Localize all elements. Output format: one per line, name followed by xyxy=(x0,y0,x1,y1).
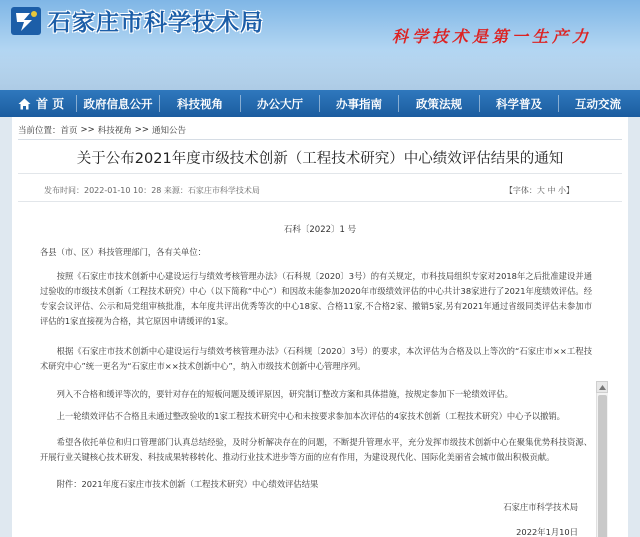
nav-service-guide[interactable]: 办事指南 xyxy=(336,96,382,111)
paragraph-1: 按照《石家庄市技术创新中心建设运行与绩效考核管理办法》（石科规〔2020〕3号）的有关规定，市科技局组织专家对2018年之后批准建设并通过验收的市级技术创新（工程技术研究）中心（以下简称“中心”）和因故未能参加2020年市级绩效评估的中心共计38家进行了2021年度绩效评估。经专家会议评估、公示和局党组审核批准，本年度共评出优秀等次的中心18家、合格11家,不合格2家、撤销5家,另有2021年通过省级同类评估未参加市评估的1家直接视为合格，其它原因申请缓评的1家。 xyxy=(40,271,592,326)
font-size-label: 【字体： xyxy=(504,186,537,195)
attachment-line[interactable]: 附件：2021年度石家庄市技术创新（工程技术研究）中心绩效评估结果 xyxy=(56,479,319,489)
signature-date: 2022年1月10日 xyxy=(516,527,578,537)
nav-interaction[interactable]: 互动交流 xyxy=(575,96,621,111)
site-title: 石家庄市科学技术局 xyxy=(48,10,264,36)
nav-policy[interactable]: 政策法规 xyxy=(416,96,462,111)
scroll-up-arrow-icon[interactable] xyxy=(596,381,608,393)
home-icon xyxy=(18,98,31,110)
nav-tech-view[interactable]: 科技视角 xyxy=(177,96,223,111)
salutation: 各县（市、区）科技管理部门，各有关单位： xyxy=(40,247,206,257)
city-skyline-decoration xyxy=(0,50,640,90)
slogan-text: 科学技术是第一生产力 xyxy=(392,27,593,46)
title-divider xyxy=(18,173,622,174)
header-banner xyxy=(0,0,640,90)
bureau-logo-icon[interactable] xyxy=(10,6,42,36)
paragraph-4: 上一轮绩效评估不合格且未通过整改验收的1家工程技术研究中心和未按要求参加本次评估的4家技术创新（工程技术研究）中心予以撤销。 xyxy=(56,411,565,421)
paragraph-3: 列入不合格和缓评等次的，要针对存在的短板问题及缓评原因，研究制订整改方案和具体措施，按规定参加下一轮绩效评估。 xyxy=(56,389,513,399)
main-nav xyxy=(0,90,640,117)
breadcrumb-home[interactable]: 首页 xyxy=(60,126,78,136)
document-number: 石科〔2022〕1 号 xyxy=(283,225,357,235)
breadcrumb-tech-view[interactable]: 科技视角 xyxy=(97,126,132,136)
font-size-medium-button[interactable]: 中 xyxy=(547,186,556,195)
nav-home-label: 首 页 xyxy=(36,97,65,111)
article-meta: 发布时间：2022-01-10 10：28 来源：石家庄市科学技术局 xyxy=(44,186,260,195)
breadcrumb-notice[interactable]: 通知公告 xyxy=(152,126,187,136)
paragraph-2: 根据《石家庄市技术创新中心建设运行与绩效考核管理办法》（石科规〔2020〕3号）的要求，本次评估为合格及以上等次的“石家庄市××工程技术研究中心”统一更名为“石家庄市××技术创新中心”，纳入市级技术创新中心管理序列。 xyxy=(40,346,592,371)
article-title: 关于公布2021年度市级技术创新（工程技术研究）中心绩效评估结果的通知 xyxy=(76,151,564,167)
font-size-large-button[interactable]: 大 xyxy=(536,186,545,195)
font-size-small-button[interactable]: 小 xyxy=(558,186,566,195)
nav-office-hall[interactable]: 办公大厅 xyxy=(257,96,303,111)
nav-science-pop[interactable]: 科学普及 xyxy=(496,96,542,111)
breadcrumb-separator: >> xyxy=(80,125,95,135)
content-panel xyxy=(12,117,628,537)
breadcrumb-prefix: 当前位置： xyxy=(18,126,61,136)
font-size-control xyxy=(505,185,574,196)
breadcrumb xyxy=(18,124,186,136)
signature-org: 石家庄市科学技术局 xyxy=(503,502,578,512)
meta-divider xyxy=(18,201,622,202)
font-size-label-end: 】 xyxy=(566,186,574,195)
scrollbar-thumb[interactable] xyxy=(598,395,607,537)
breadcrumb-separator: >> xyxy=(134,125,150,135)
paragraph-5: 希望各依托单位和归口管理部门认真总结经验，及时分析解决存在的问题，不断提升管理水平，充分发挥市级技术创新中心在聚集优势科技资源、开展行业关键核心技术研发、科技成果转移转化、推动行业技术进步等方面的应有作用，为建设现代化、国际化美丽省会城市做出积极贡献。 xyxy=(40,437,592,462)
nav-gov-info[interactable]: 政府信息公开 xyxy=(83,96,153,111)
breadcrumb-divider xyxy=(18,139,622,140)
nav-home[interactable] xyxy=(18,90,76,117)
